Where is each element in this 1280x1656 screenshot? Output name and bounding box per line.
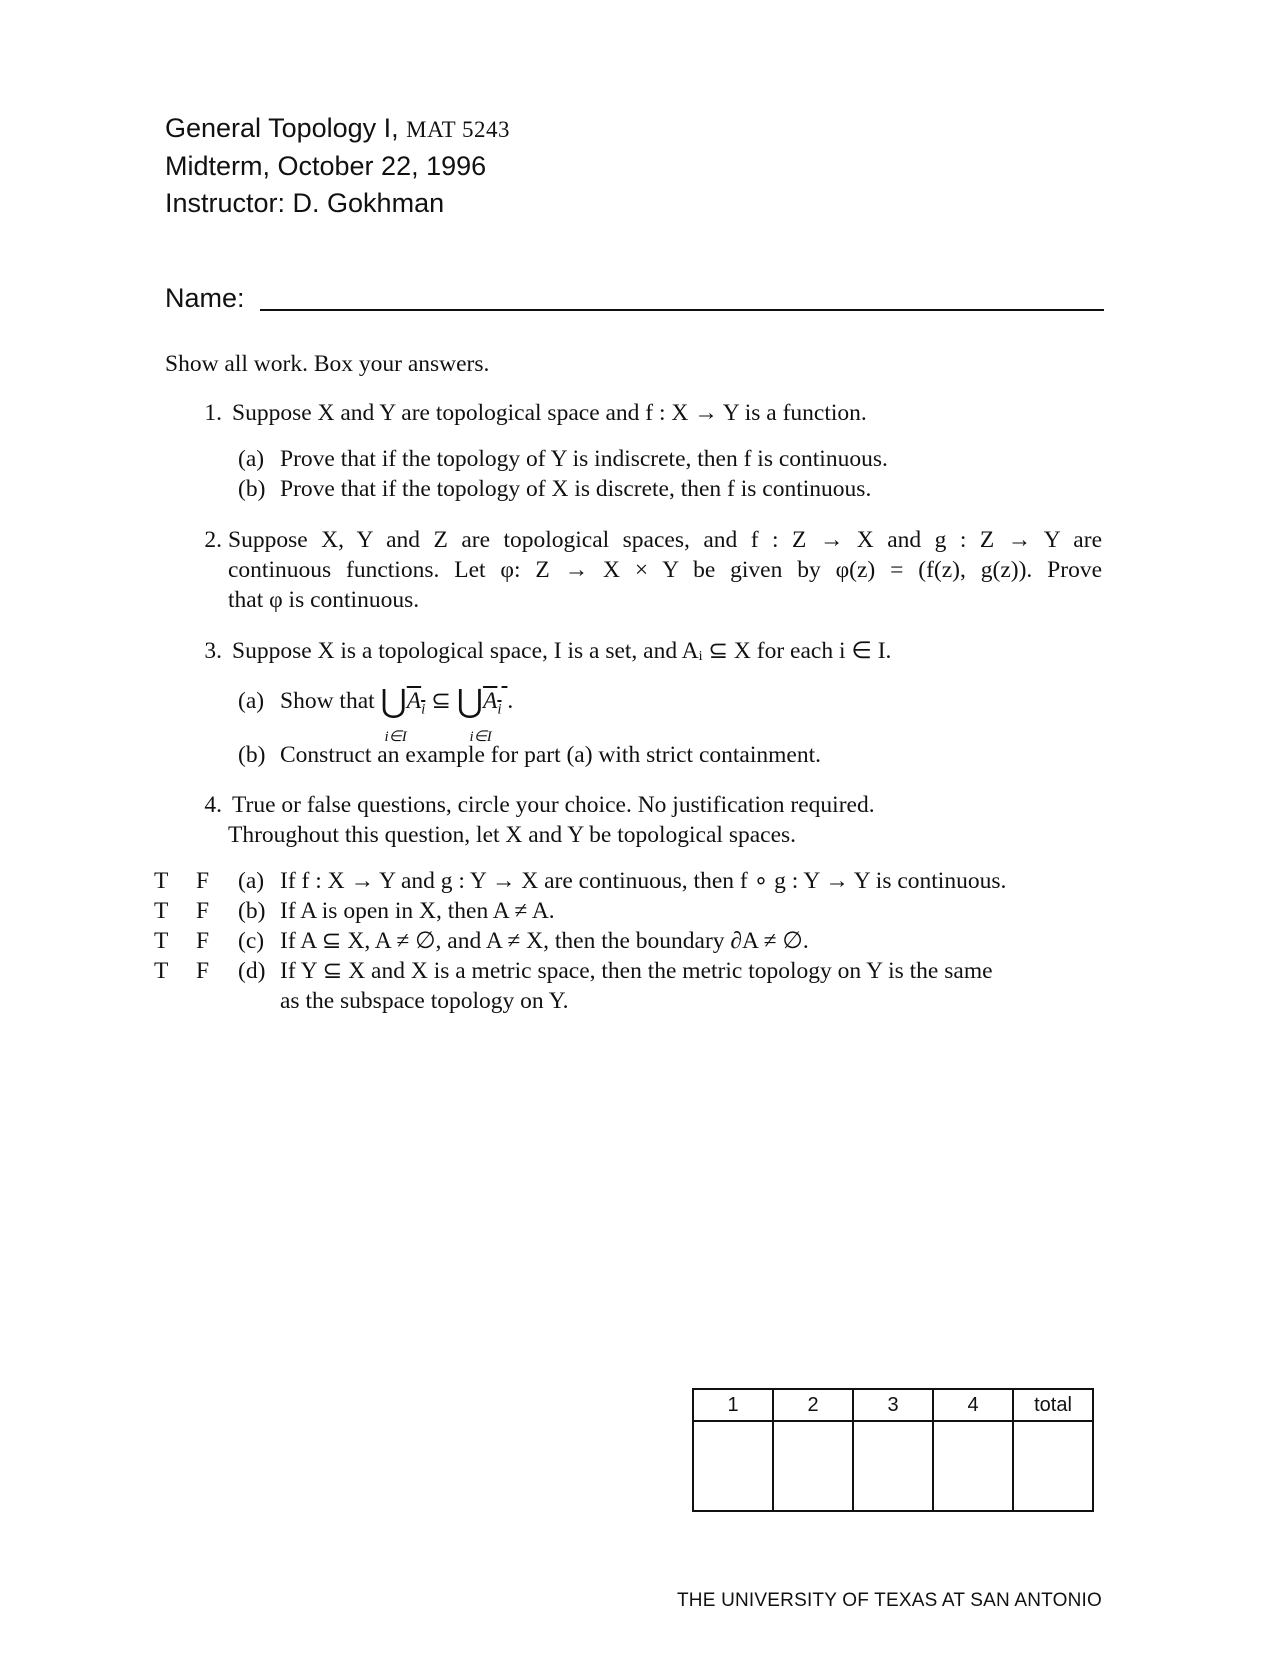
name-input-line[interactable] [260, 309, 1104, 311]
false-choice[interactable]: F [196, 958, 210, 984]
question-text-line-1: True or false questions, circle your choice. No justification required. [232, 792, 875, 818]
score-cell-total[interactable] [1013, 1421, 1093, 1511]
true-choice[interactable]: T [154, 928, 169, 954]
true-choice[interactable]: T [154, 868, 169, 894]
index-subscript: i∈I [469, 729, 492, 745]
instructions: Show all work. Box your answers. [165, 351, 490, 377]
question-number: 2. [204, 527, 222, 553]
score-header-total: total [1013, 1389, 1093, 1421]
false-choice[interactable]: F [196, 868, 210, 894]
exam-date: Midterm, October 22, 1996 [165, 151, 487, 181]
question-number: 1. [204, 400, 222, 426]
score-header-2: 2 [773, 1389, 853, 1421]
score-cell-2[interactable] [773, 1421, 853, 1511]
question-4 [190, 790, 875, 820]
question-text-line-2: continuous functions. Let φ: Z → X × Y be given by φ(z) = (f(z), g(z)). Prove [228, 557, 1102, 583]
score-cell-4[interactable] [933, 1421, 1013, 1511]
question-text-line-2: Throughout this question, let X and Y be topological spaces. [228, 822, 797, 848]
tf-item-a: (a) If f : X → Y and g : Y → X are continuous, then f ∘ g : Y → Y is continuous. [238, 868, 1007, 894]
tf-item-b: (b) If A is open in X, then A ≠ A. [238, 898, 555, 924]
question-number: 4. [204, 792, 222, 818]
false-choice[interactable]: F [196, 898, 210, 924]
question-text: Suppose X and Y are topological space and f : X → Y is a function. [232, 400, 867, 426]
score-cell-3[interactable] [853, 1421, 933, 1511]
false-choice[interactable]: F [196, 928, 210, 954]
union-closure-formula: $⋃A_i$ ⊆ $⋃A_i$ . i∈I i∈I [381, 688, 514, 714]
question-3 [190, 636, 891, 666]
tf-item-d: (d) If Y ⊆ X and X is a metric space, then the metric topology on Y is the same [238, 958, 993, 984]
question-text-line-3: that φ is continuous. [228, 587, 420, 613]
name-label: Name: [165, 283, 245, 313]
score-header-3: 3 [853, 1389, 933, 1421]
question-3a: (a) Show that $⋃A_i$ ⊆ $⋃A_i$ . i∈I i∈I [238, 686, 513, 725]
score-header-4: 4 [933, 1389, 1013, 1421]
question-text: Suppose X is a topological space, I is a set, and Aᵢ ⊆ X for each i ∈ I. [232, 638, 892, 664]
question-1 [190, 398, 867, 428]
university-footer: THE UNIVERSITY OF TEXAS AT SAN ANTONIO [677, 1590, 1102, 1611]
score-cell-1[interactable] [693, 1421, 773, 1511]
score-table [692, 1388, 1094, 1512]
course-title: General Topology I, MAT 5243 [165, 113, 511, 143]
score-table-header-row [693, 1389, 1093, 1421]
question-2 [190, 525, 1102, 615]
tf-item-d-continuation: as the subspace topology on Y. [280, 988, 569, 1014]
question-3b: (b) Construct an example for part (a) with strict containment. [238, 742, 821, 768]
course-code: MAT 5243 [406, 117, 511, 142]
true-choice[interactable]: T [154, 958, 169, 984]
index-subscript: i∈I [384, 729, 407, 745]
score-table-body-row [693, 1421, 1093, 1511]
question-1a: (a) Prove that if the topology of Y is indiscrete, then f is continuous. [238, 446, 888, 472]
true-choice[interactable]: T [154, 898, 169, 924]
instructor: Instructor: D. Gokhman [165, 188, 445, 218]
score-header-1: 1 [693, 1389, 773, 1421]
tf-item-c: (c) If A ⊆ X, A ≠ ∅, and A ≠ X, then the boundary ∂A ≠ ∅. [238, 928, 809, 954]
exam-header [165, 110, 510, 222]
question-text-line-1: Suppose X, Y and Z are topological spaces, and f : Z → X and g : Z → Y are [228, 527, 1102, 553]
question-1b: (b) Prove that if the topology of X is discrete, then f is continuous. [238, 476, 872, 502]
question-number: 3. [204, 638, 222, 664]
